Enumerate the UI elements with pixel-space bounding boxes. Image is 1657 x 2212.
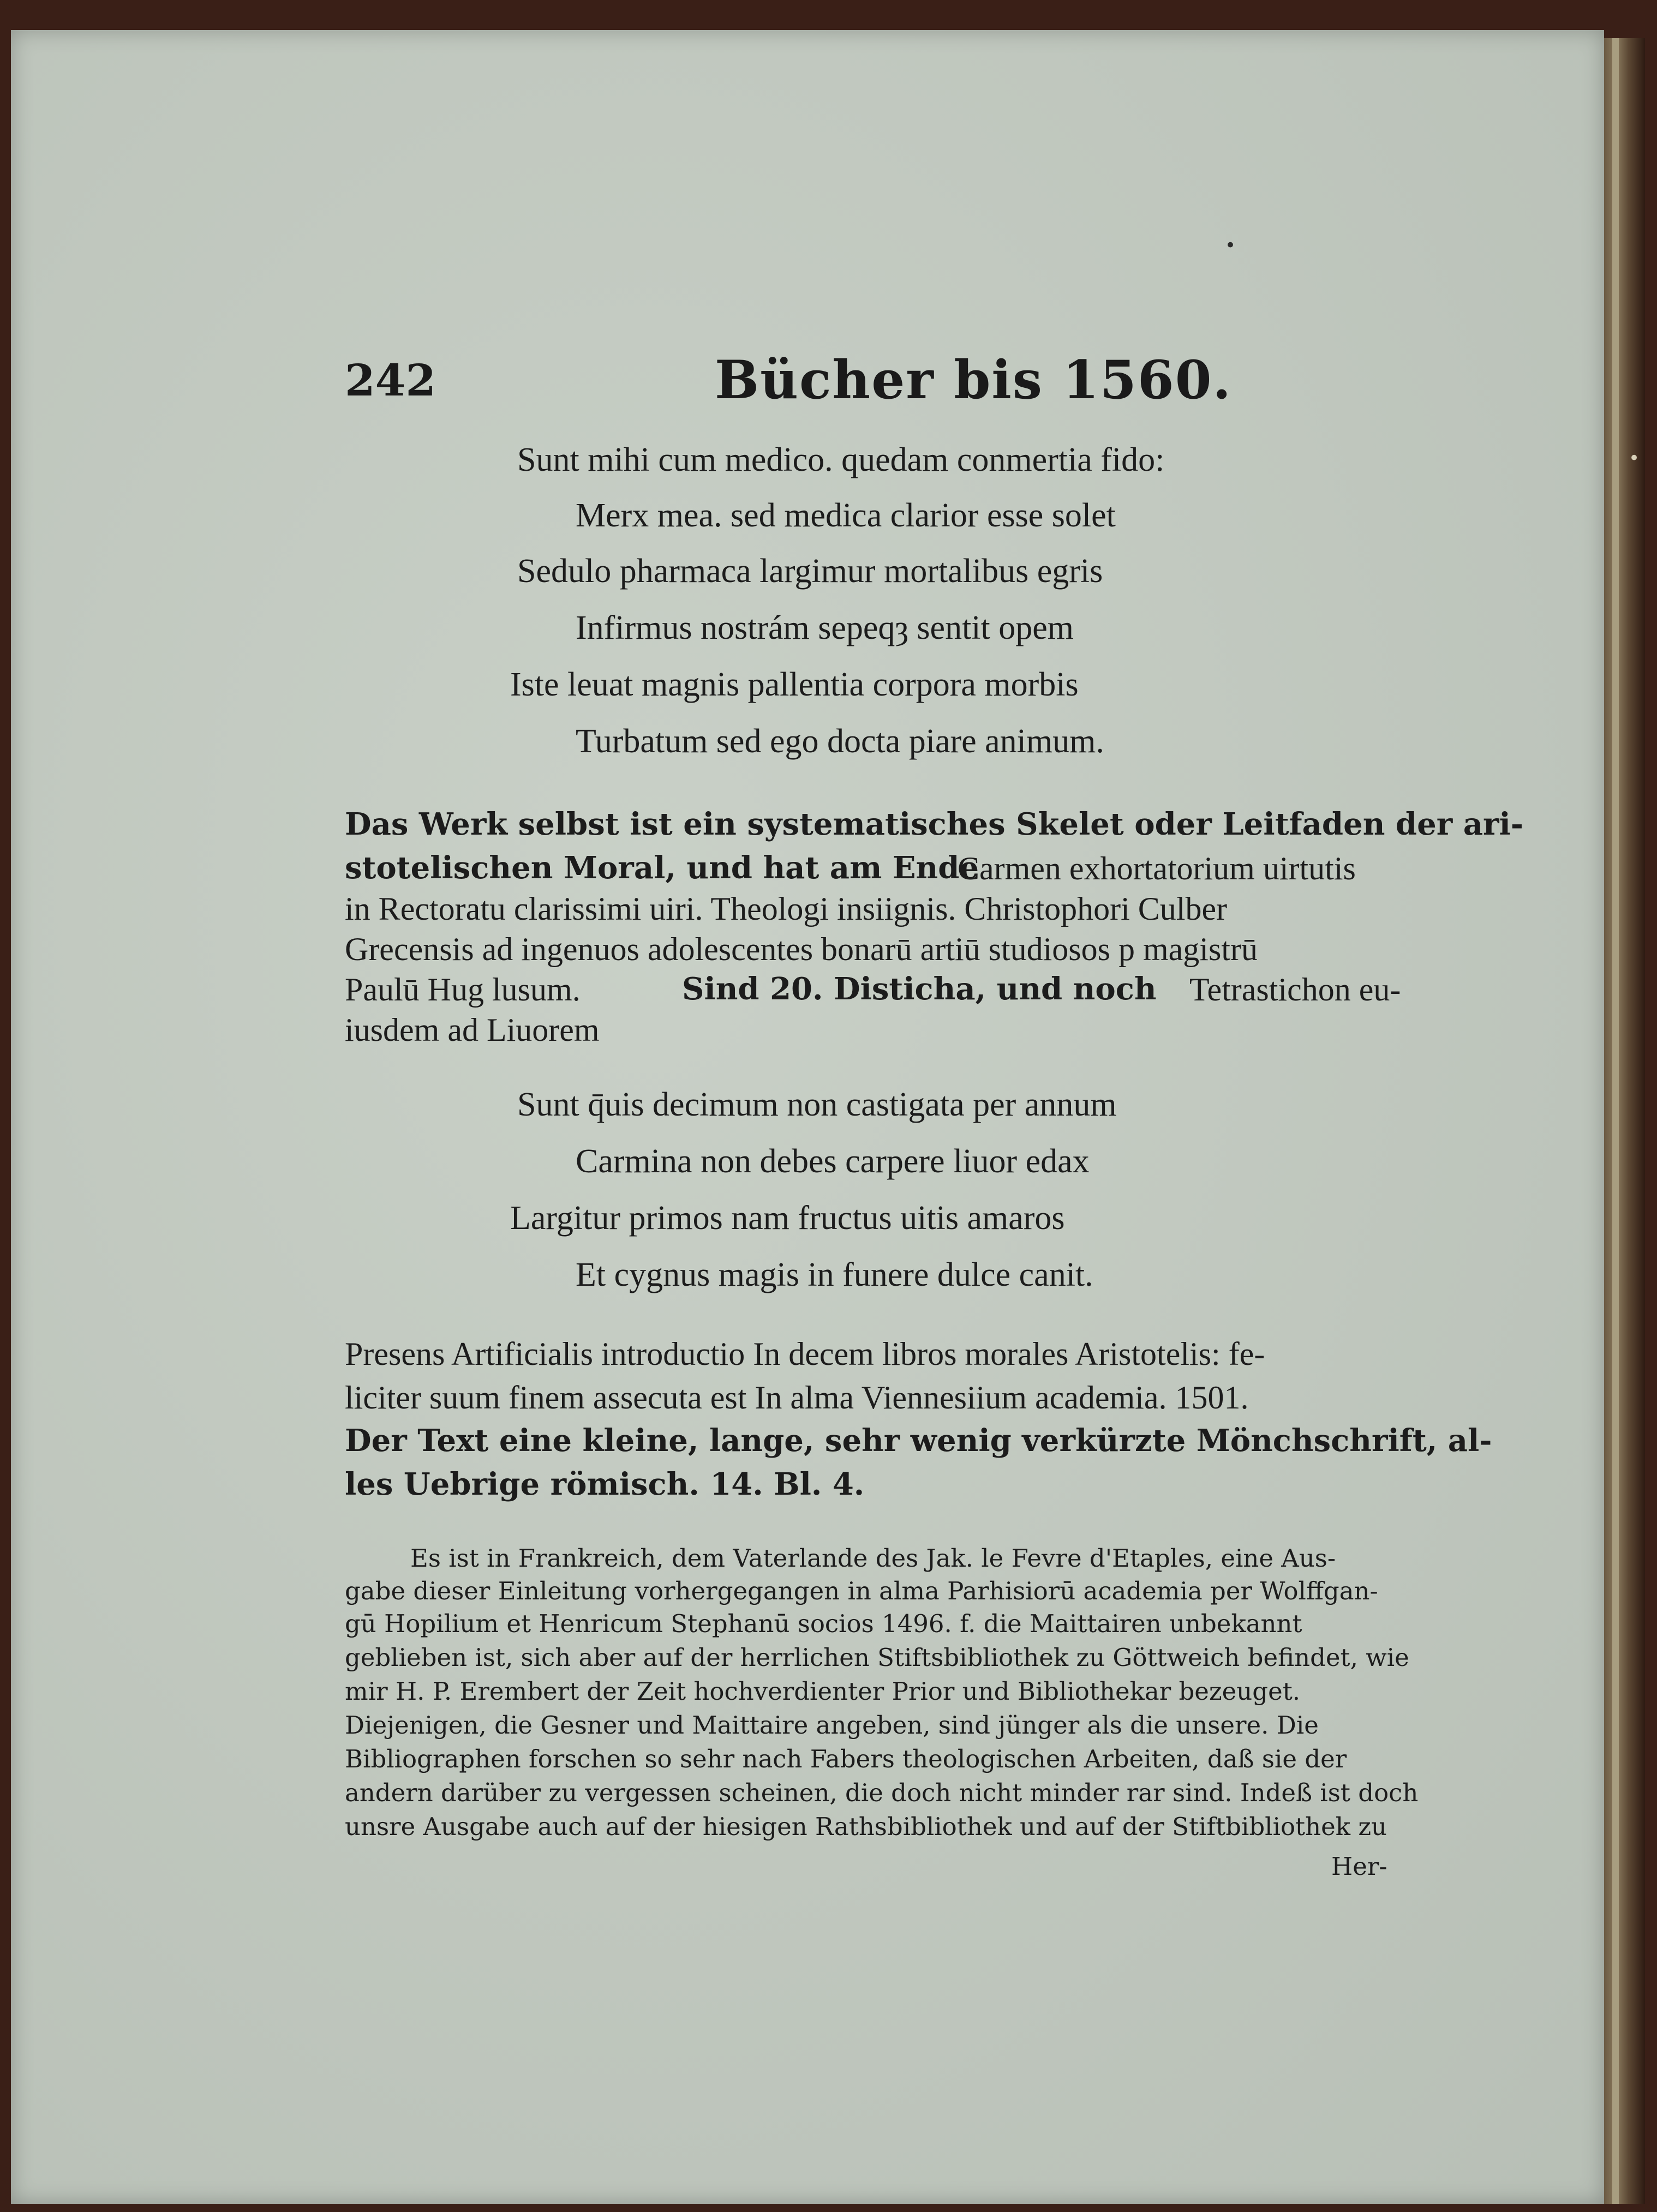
footnote-line: gū Hopilium et Henricum Stephanū socios 1496. f. die Maittairen unbekannt <box>345 1609 1302 1638</box>
verse-line: Et cygnus magis in funere dulce canit. <box>576 1256 1093 1293</box>
paragraph-line: stotelischen Moral, und hat am Ende <box>345 850 979 886</box>
verse-line: Turbatum sed ego docta piare animum. <box>576 723 1104 760</box>
verse-line: Largitur primos nam fructus uitis amaros <box>510 1200 1065 1237</box>
paragraph-line: Das Werk selbst ist ein systematisches Skelet oder Leitfaden der ari- <box>345 806 1524 842</box>
paragraph-line: Paulū Hug lusum. <box>345 972 581 1008</box>
footnote-line: andern darüber zu vergessen scheinen, die doch nicht minder rar sind. Indeß ist doch <box>345 1778 1419 1807</box>
paragraph-line: Grecensis ad ingenuos adolescentes bonarū artiū studiosos p magistrū <box>345 931 1258 967</box>
footnote-line: unsre Ausgabe auch auf der hiesigen Rathsbibliothek und auf der Stiftbibliothek zu <box>345 1812 1387 1841</box>
verse-line: Iste leuat magnis pallentia corpora morbis <box>510 666 1079 703</box>
running-title: Bücher bis 1560. <box>715 349 1232 411</box>
page-number: 242 <box>345 355 436 406</box>
footnote-line: gabe dieser Einleitung vorhergegangen in alma Parhisiorū academia per Wolffgan- <box>345 1576 1378 1605</box>
footnote-line: Diejenigen, die Gesner und Maittaire angeben, sind jünger als die unsere. Die <box>345 1711 1319 1740</box>
paragraph-line: in Rectoratu clarissimi uiri. Theologi insiignis. Christophori Culber <box>345 891 1228 927</box>
page-header <box>0 349 1657 415</box>
paragraph-line: les Uebrige römisch. 14. Bl. 4. <box>345 1466 865 1502</box>
verse-line: Merx mea. sed medica clarior esse solet <box>576 497 1116 534</box>
footnote-line: Bibliographen forschen so sehr nach Fabers theologischen Arbeiten, daß sie der <box>345 1745 1347 1773</box>
spine-speck: • <box>1629 447 1640 469</box>
footnote-line: Es ist in Frankreich, dem Vaterlande des Jak. le Fevre d'Etaples, eine Aus- <box>410 1544 1336 1573</box>
footnote-line: geblieben ist, sich aber auf der herrlichen Stiftsbibliothek zu Göttweich befindet, wie <box>345 1643 1409 1672</box>
paragraph-line: Tetrastichon eu- <box>1189 972 1401 1008</box>
paragraph-line: Presens Artificialis introductio In decem libros morales Aristotelis: fe- <box>345 1336 1265 1372</box>
ink-speck: • <box>1225 235 1236 256</box>
paragraph-line: Der Text eine kleine, lange, sehr wenig verkürzte Mönchschrift, al- <box>345 1423 1492 1459</box>
paragraph-line: iusdem ad Liuorem <box>345 1012 600 1048</box>
verse-line: Sedulo pharmaca largimur mortalibus egris <box>517 553 1103 590</box>
footnote-line: mir H. P. Erembert der Zeit hochverdienter Prior und Bibliothekar bezeuget. <box>345 1677 1301 1706</box>
verse-line: Infirmus nostrám sepeqȝ sentit opem <box>576 609 1074 646</box>
catchword: Her- <box>1331 1852 1387 1881</box>
paragraph-line: Sind 20. Distichа, und noch <box>682 971 1157 1007</box>
paragraph-line: liciter suum finem assecuta est In alma Viennesiium academia. 1501. <box>345 1380 1249 1416</box>
verse-line: Sunt q̄uis decimum non castigata per annum <box>517 1086 1117 1123</box>
verse-line: Carmina non debes carpere liuor edax <box>576 1143 1090 1180</box>
paragraph-line: Carmen exhortatorium uirtutis <box>958 850 1356 886</box>
verse-line: Sunt mihi cum medico. quedam conmertia fido: <box>517 441 1165 478</box>
